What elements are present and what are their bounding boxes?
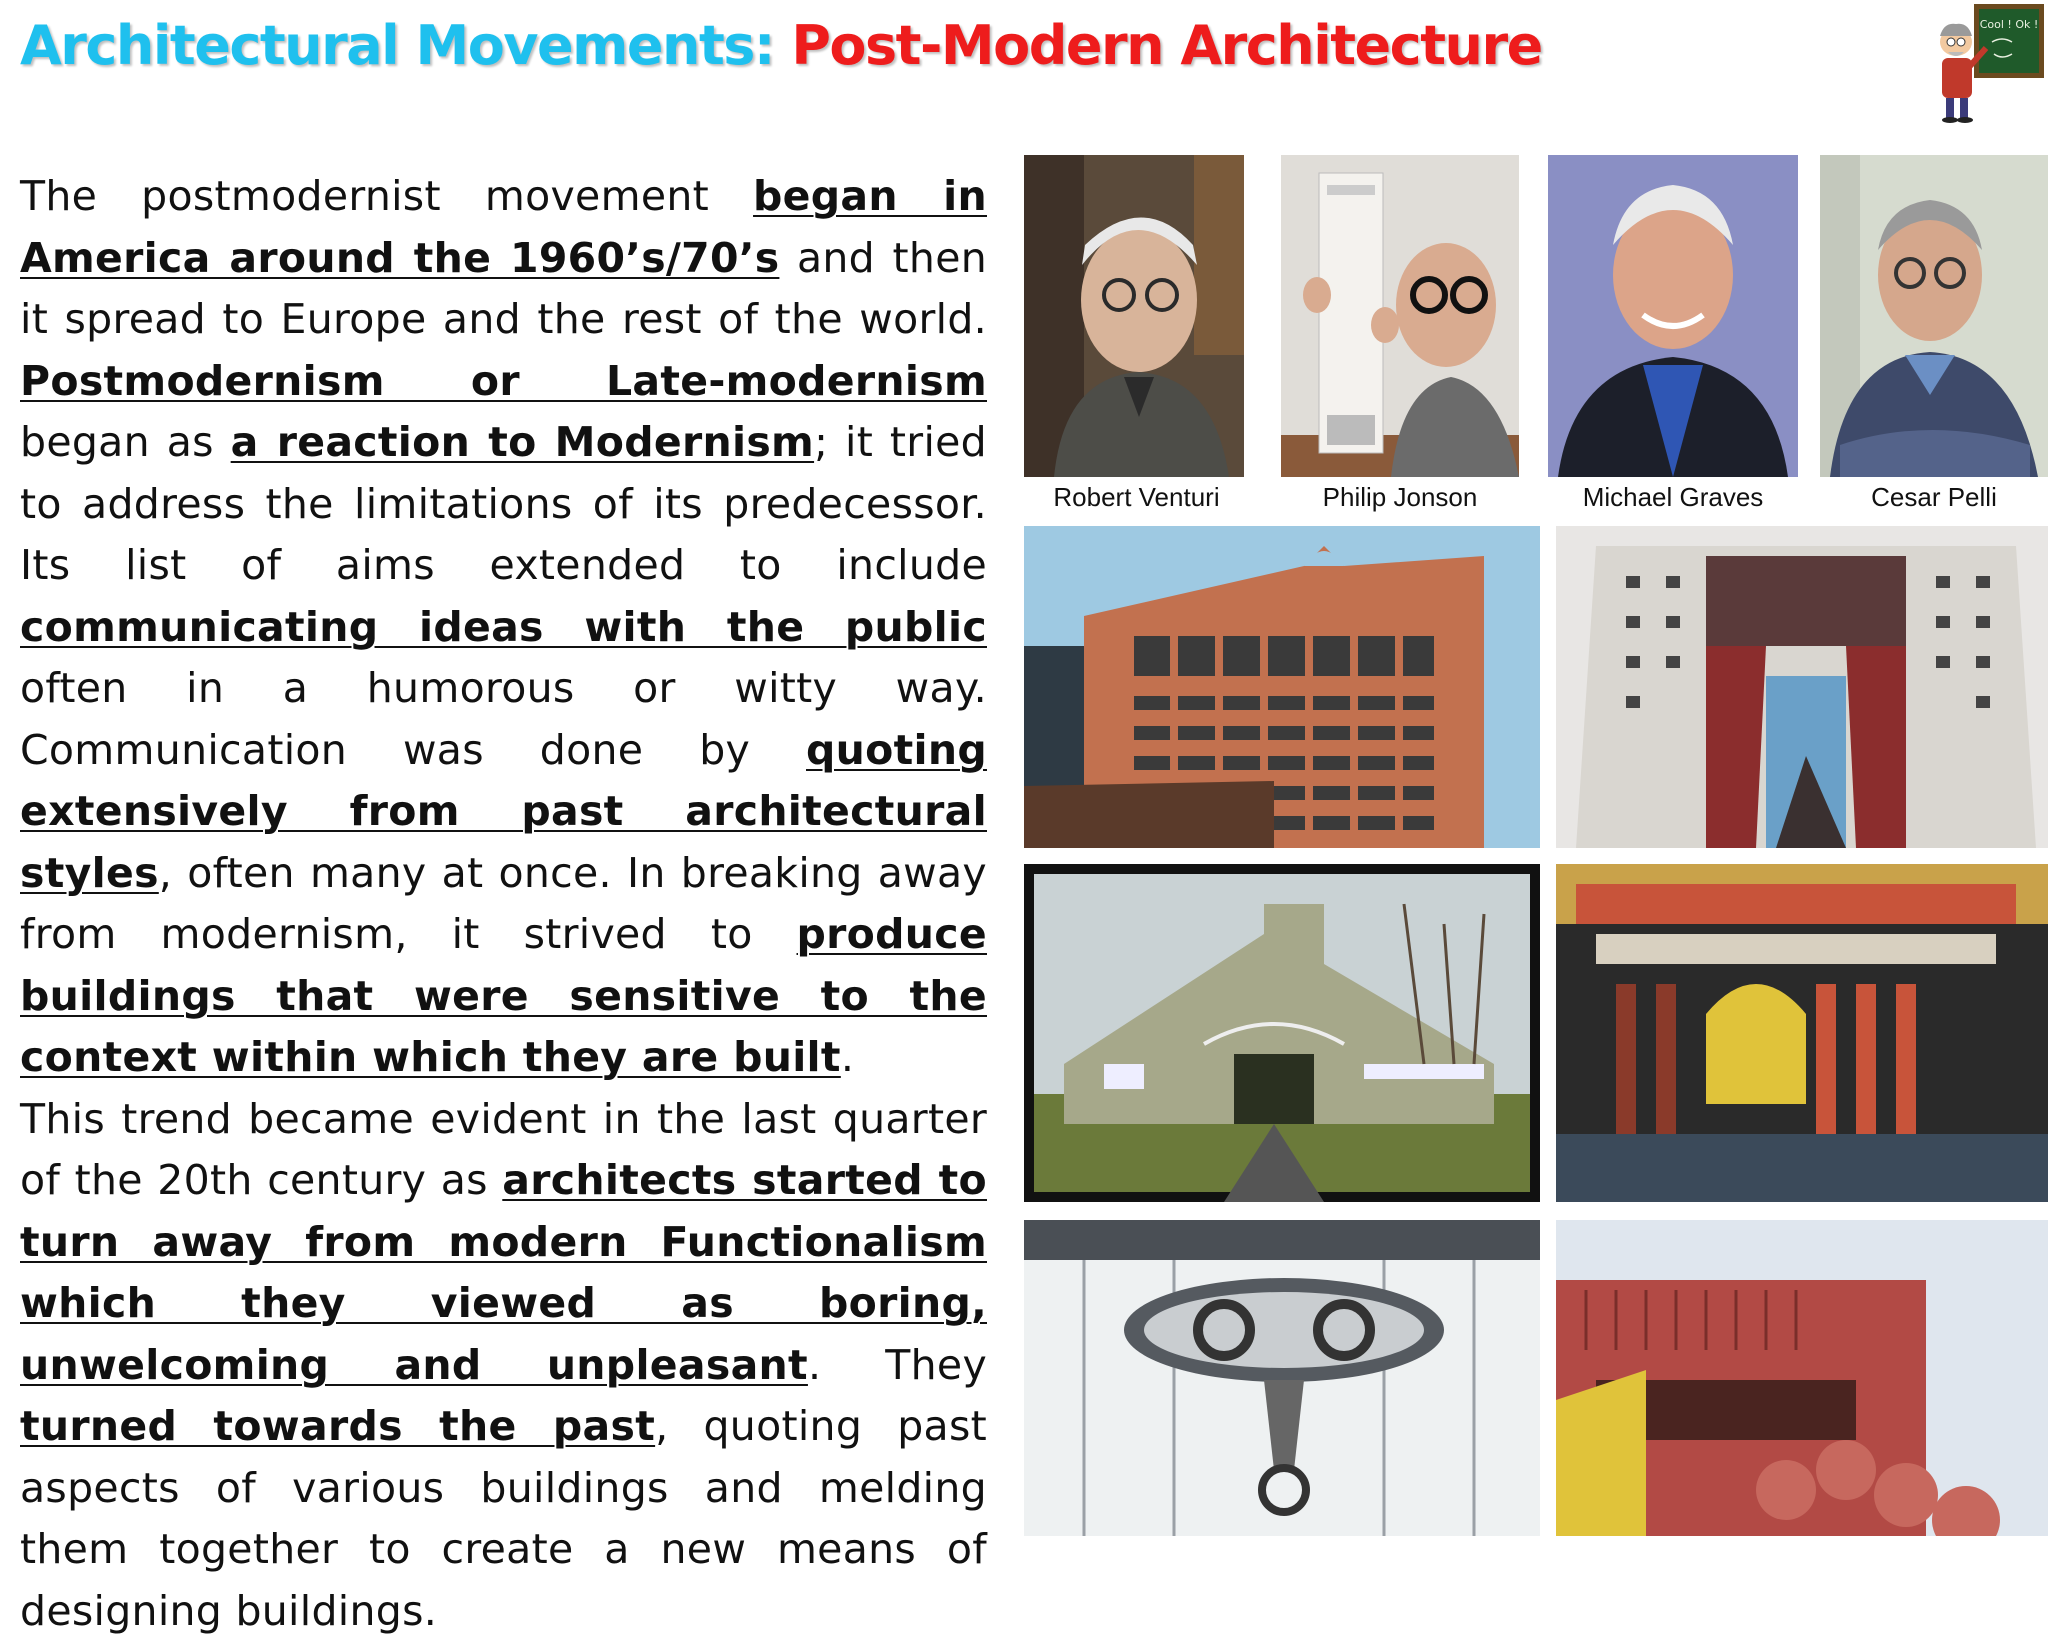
teacher-mascot-icon — [1934, 2, 2046, 124]
portrait-caption: Robert Venturi — [1024, 482, 1249, 513]
emphasized-text: a reaction to Modernism — [231, 418, 814, 466]
text-run: , often many at once. In breaking away from modernism, it strived to — [20, 849, 987, 959]
vanna-venturi-house-photo — [1024, 864, 1540, 1202]
portrait-caption: Philip Jonson — [1281, 482, 1519, 513]
emphasized-text: communicating ideas with the public — [20, 603, 987, 651]
text-run: often in a humorous or witty way. Communication was done by — [20, 664, 987, 774]
text-run: . They — [808, 1341, 987, 1389]
emphasized-text: produce buildings that were sensitive to the context within which they are built — [20, 910, 987, 1081]
title-prefix: Architectural Movements: — [20, 14, 791, 77]
paragraph — [20, 1089, 987, 1642]
emphasized-text: architects started to turn away from modern Functionalism which they viewed as boring, unwelcoming and unpleasant — [20, 1156, 987, 1389]
portrait-caption: Michael Graves — [1548, 482, 1798, 513]
philip-johnson-portrait — [1281, 155, 1519, 477]
robert-venturi-portrait — [1024, 155, 1244, 477]
text-run: began as — [20, 418, 231, 466]
body-text — [20, 166, 987, 1642]
emphasized-text: turned towards the past — [20, 1402, 655, 1450]
portrait-caption: Cesar Pelli — [1820, 482, 2048, 513]
piazza-ditalia-photo — [1556, 864, 2048, 1202]
emphasized-text: quoting extensively from past architectural styles — [20, 726, 987, 897]
chalkboard-text: Cool ! Ok ! — [1980, 18, 2039, 31]
brick-tower-photo — [1024, 526, 1540, 848]
cesar-pelli-portrait — [1820, 155, 2048, 477]
text-run: ; it tried to address the limitations of its predecessor. Its list of aims extended to include — [20, 418, 987, 589]
michael-graves-portrait — [1548, 155, 1798, 477]
text-run: The postmodernist movement — [20, 172, 753, 220]
ornament-facade-photo — [1024, 1220, 1540, 1536]
text-run: . — [841, 1033, 854, 1081]
paragraph — [20, 166, 987, 1089]
emphasized-text: Postmodernism or Late-modernism — [20, 357, 987, 405]
title-highlight: Post-Modern Architecture — [791, 14, 1541, 77]
red-building-spheres-photo — [1556, 1220, 2048, 1536]
text-run: , quoting past aspects of various buildings and melding them together to create a new means of designing buildings. — [20, 1402, 987, 1635]
text-run: This trend became evident in the last quarter of the 20th century as — [20, 1095, 987, 1205]
text-run: and then it spread to Europe and the rest of the world. — [20, 234, 987, 344]
portland-building-photo — [1556, 526, 2048, 848]
emphasized-text: began in America around the 1960’s/70’s — [20, 172, 987, 282]
slide-title — [20, 14, 1542, 77]
